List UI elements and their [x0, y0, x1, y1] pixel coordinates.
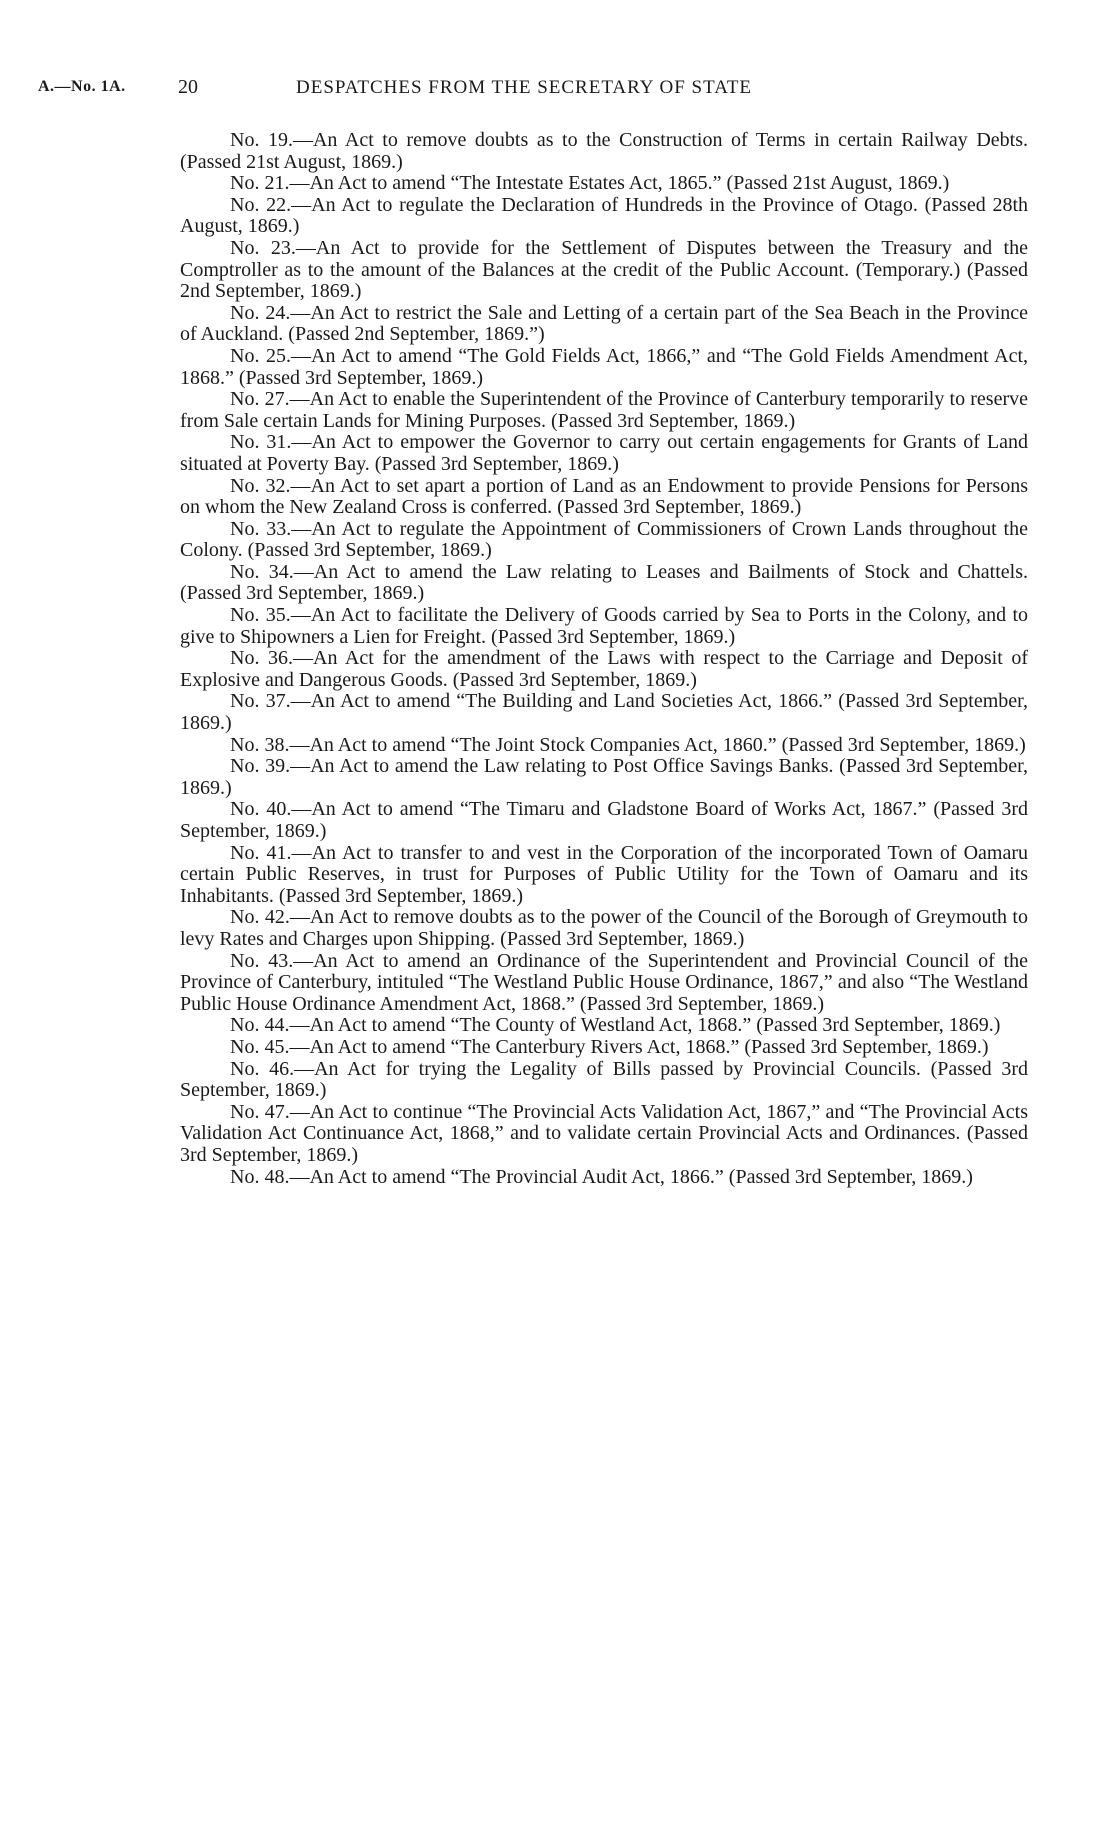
acts-list [180, 130, 1028, 1188]
act-entry-47: No. 47.—An Act to continue “The Provincial Acts Validation Act, 1867,” and “The Provincial Acts Validation Act Continuance Act, 1868,” and to validate certain Provincial Acts and Ordinances. (Passed 3rd September, 1869.) [180, 1100, 1028, 1166]
act-entry-24: No. 24.—An Act to restrict the Sale and Letting of a certain part of the Sea Beach in the Province of Auckland. (Passed 2nd September, 1869.”) [180, 301, 1028, 346]
act-entry-35: No. 35.—An Act to facilitate the Delivery of Goods carried by Sea to Ports in the Colony, and to give to Shipowners a Lien for Freight. (Passed 3rd September, 1869.) [180, 604, 1028, 648]
act-entry-34: No. 34.—An Act to amend the Law relating to Leases and Bailments of Stock and Chattels. (Passed 3rd September, 1869.) [180, 560, 1028, 605]
act-entry-41: No. 41.—An Act to transfer to and vest in the Corporation of the incorporated Town of Oamaru certain Public Reserves, in trust for Purposes of Public Utility for the Town of Oamaru and its Inhabitants. (Passed 3rd September, 1869.) [180, 841, 1028, 907]
act-entry-22: No. 22.—An Act to regulate the Declaration of Hundreds in the Province of Otago. (Passed 28th August, 1869.) [180, 193, 1028, 238]
act-entry-37: No. 37.—An Act to amend “The Building and Land Societies Act, 1866.” (Passed 3rd September, 1869.) [180, 690, 1028, 735]
act-entry-31: No. 31.—An Act to empower the Governor to carry out certain engagements for Grants of Land situated at Poverty Bay. (Passed 3rd September, 1869.) [180, 431, 1028, 475]
act-entry-45: No. 45.—An Act to amend “The Canterbury Rivers Act, 1868.” (Passed 3rd September, 1869.) [230, 1035, 989, 1058]
act-entry-33: No. 33.—An Act to regulate the Appointment of Commissioners of Crown Lands throughout the Colony. (Passed 3rd September, 1869.) [180, 517, 1028, 562]
act-entry-42: No. 42.—An Act to remove doubts as to the power of the Council of the Borough of Greymouth to levy Rates and Charges upon Shipping. (Passed 3rd September, 1869.) [180, 906, 1028, 950]
act-entry-27: No. 27.—An Act to enable the Superintendent of the Province of Canterbury temporarily to reserve from Sale certain Lands for Mining Purposes. (Passed 3rd September, 1869.) [180, 388, 1028, 432]
act-entry-44: No. 44.—An Act to amend “The County of Westland Act, 1868.” (Passed 3rd September, 1869.) [230, 1014, 1001, 1037]
act-entry-19: No. 19.—An Act to remove doubts as to the Construction of Terms in certain Railway Debts. (Passed 21st August, 1869.) [180, 129, 1028, 173]
act-entry-23: No. 23.—An Act to provide for the Settlement of Disputes between the Treasury and the Comptroller as to the amount of the Balances at the credit of the Public Account. (Temporary.) (Passed 2nd September, 1869.) [180, 236, 1028, 303]
act-entry-43: No. 43.—An Act to amend an Ordinance of the Superintendent and Provincial Council of the Province of Canterbury, intituled “The Westland Public House Ordinance, 1867,” and also “The Westland Public House Ordinance Amendment Act, 1868.” (Passed 3rd September, 1869.) [180, 949, 1028, 1015]
act-entry-21: No. 21.—An Act to amend “The Intestate Estates Act, 1865.” (Passed 21st August, 1869.) [230, 172, 950, 195]
page-number: 20 [178, 76, 198, 98]
act-entry-25: No. 25.—An Act to amend “The Gold Fields Act, 1866,” and “The Gold Fields Amendment Act, 1868.” (Passed 3rd September, 1869.) [180, 344, 1028, 389]
act-entry-48: No. 48.—An Act to amend “The Provincial Audit Act, 1866.” (Passed 3rd September, 1869.) [230, 1165, 973, 1188]
act-entry-38: No. 38.—An Act to amend “The Joint Stock Companies Act, 1860.” (Passed 3rd September, 1869.) [230, 733, 1026, 756]
act-entry-36: No. 36.—An Act for the amendment of the Laws with respect to the Carriage and Deposit of Explosive and Dangerous Goods. (Passed 3rd September, 1869.) [180, 647, 1028, 691]
act-entry-32: No. 32.—An Act to set apart a portion of Land as an Endowment to provide Pensions for Persons on whom the New Zealand Cross is conferred. (Passed 3rd September, 1869.) [180, 474, 1028, 519]
page-header [38, 78, 1038, 108]
act-entry-46: No. 46.—An Act for trying the Legality of Bills passed by Provincial Councils. (Passed 3rd September, 1869.) [180, 1057, 1028, 1102]
running-title: DESPATCHES FROM THE SECRETARY OF STATE [296, 77, 753, 98]
act-entry-39: No. 39.—An Act to amend the Law relating to Post Office Savings Banks. (Passed 3rd September, 1869.) [180, 755, 1028, 799]
paper-reference: A.—No. 1A. [38, 78, 126, 95]
act-entry-40: No. 40.—An Act to amend “The Timaru and Gladstone Board of Works Act, 1867.” (Passed 3rd September, 1869.) [180, 798, 1028, 842]
